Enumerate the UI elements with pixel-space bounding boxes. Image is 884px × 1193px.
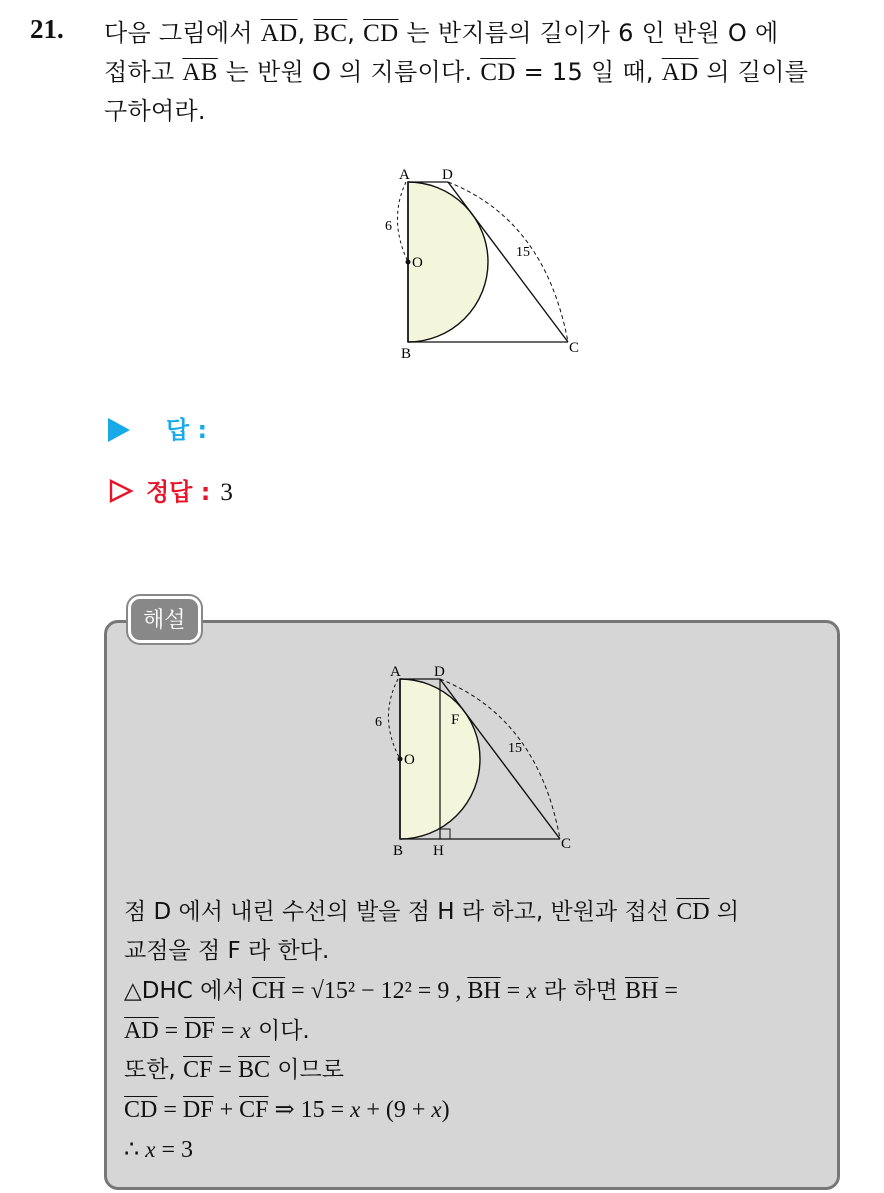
label-h: H	[433, 843, 444, 859]
solution-line-4: $\overline{AD} = \overline{DF} = x$ 이다.	[124, 1018, 310, 1044]
label-d: D	[442, 167, 453, 183]
solution-line-6: $\overline{CD} = \overline{DF} + \overline{CF}$ ⇒ 15 = x + (9 + x)	[124, 1097, 450, 1123]
solution-line-5: 또한, $\overline{CF} = \overline{BC}$ 이므로	[124, 1057, 344, 1083]
question-line-3: 구하여라.	[104, 97, 206, 125]
answer-correct-label: 정답 :	[146, 478, 211, 506]
label-radius: 6	[385, 219, 392, 234]
play-triangle-icon	[108, 418, 130, 442]
solution-line-2: 교점을 점 F 라 한다.	[124, 938, 330, 964]
solution-line-3: △DHC 에서 $\overline{CH} = √15^2 - 12^2 = 9$ , $\overline{BH} = x$ 라 하면 $\overline{BH}$ =	[124, 978, 678, 1004]
answer-correct-row	[108, 472, 233, 507]
outline-triangle-icon	[108, 478, 134, 504]
label-cd-length: 15	[508, 741, 522, 756]
solution-line-1: 점 D 에서 내린 수선의 발을 점 H 라 하고, 반원과 접선 $\overline{CD}$ 의	[124, 899, 740, 925]
answer-blank-label: 답 :	[166, 416, 208, 444]
label-o: O	[412, 255, 423, 271]
label-cd-length: 15	[516, 245, 530, 260]
label-f: F	[451, 712, 460, 728]
label-a: A	[390, 664, 401, 680]
label-radius: 6	[375, 715, 382, 730]
right-angle-mark	[440, 829, 450, 839]
radius-arc	[397, 182, 408, 262]
label-b: B	[401, 346, 412, 362]
solution-line-7: ∴ x = 3	[124, 1137, 194, 1163]
answer-correct-value: 3	[220, 479, 233, 506]
question-line-2: 접하고 $\overline{AB}$ 는 반원 O 의 지름이다. $\overline{CD} = 15$ 일 때, $\overline{AD}$ 의 길이를	[104, 58, 809, 86]
question-text	[104, 14, 864, 130]
label-d: D	[434, 664, 445, 680]
solution-figure	[360, 658, 590, 860]
answer-blank-row	[108, 410, 207, 445]
center-o-dot	[406, 260, 411, 265]
radius-arc	[388, 679, 400, 759]
label-a: A	[399, 167, 410, 183]
label-c: C	[561, 836, 572, 852]
solution-tag: 해설	[128, 596, 201, 643]
problem-figure	[370, 160, 600, 365]
label-o: O	[404, 752, 415, 768]
label-c: C	[569, 340, 580, 356]
label-b: B	[393, 843, 404, 859]
question-number: 21.	[30, 14, 64, 44]
solution-text	[124, 893, 832, 1170]
center-o-dot	[398, 757, 403, 762]
question-line-1: 다음 그림에서 $\overline{AD}$, $\overline{BC}$, $\overline{CD}$ 는 반지름의 길이가 6 인 반원 O 에	[104, 19, 779, 47]
